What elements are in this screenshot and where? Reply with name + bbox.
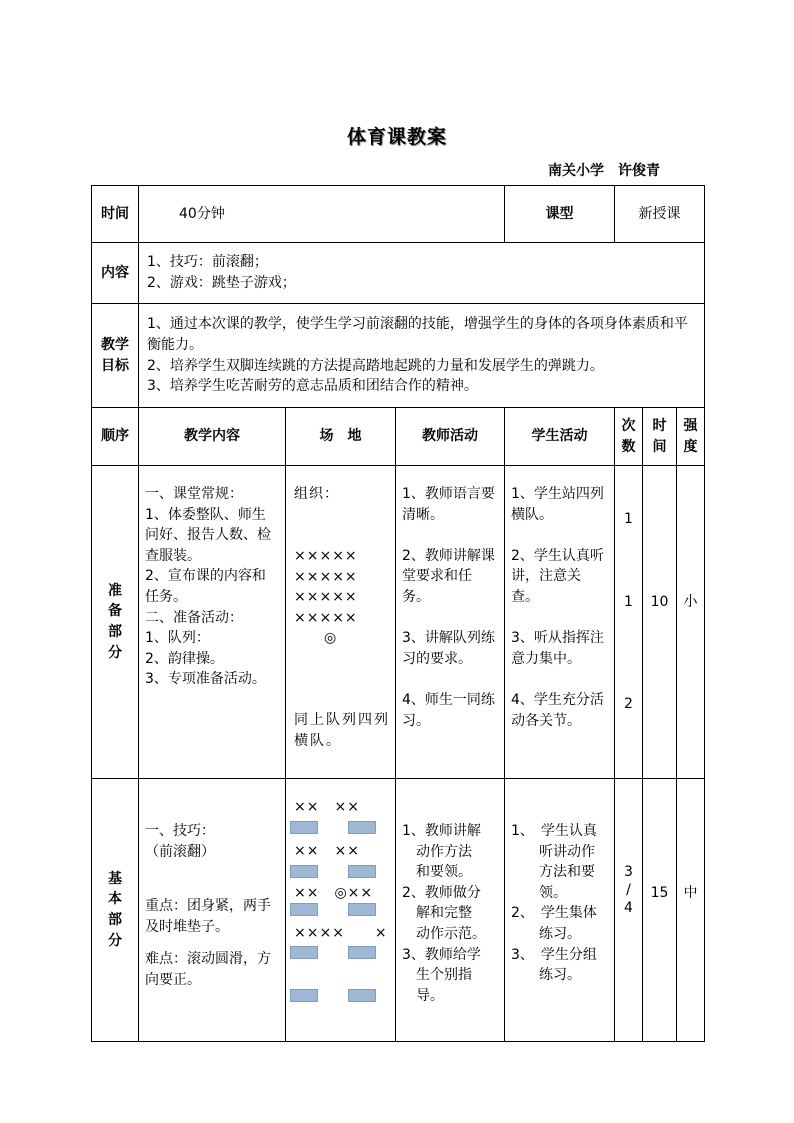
time-label: 时间 <box>92 186 139 243</box>
basic-intensity-cell <box>677 779 705 1042</box>
prep-intensity: 小 <box>683 594 698 610</box>
content-row <box>92 243 705 304</box>
basic-teacher-cell <box>396 779 505 1042</box>
prep-duration-cell <box>643 466 677 779</box>
column-header-row <box>92 408 705 466</box>
prep-student-cell <box>505 466 615 779</box>
mat-icon <box>290 989 318 1002</box>
prep-content: 一、课堂常规： 1、体委整队、师生问好、报告人数、检查服装。 2、宣布课的内容和任务。 二、准备活动： 1、队列： 2、韵律操。 3、专项准备活动。 <box>145 486 271 688</box>
basic-content-b: 重点：团身紧，两手及时堆垫子。 <box>145 898 271 935</box>
col-student: 学生活动 <box>505 408 615 466</box>
basic-times-cell <box>615 779 643 1042</box>
basic-intensity: 中 <box>683 885 698 901</box>
prep-label: 准 备 部 分 <box>92 466 139 779</box>
basic-content-cell <box>139 779 286 1042</box>
basic-duration-cell <box>643 779 677 1042</box>
mat-icon <box>348 865 376 878</box>
type-label: 课型 <box>505 186 615 243</box>
author-line <box>534 160 660 180</box>
time-row <box>92 186 705 243</box>
page-title: 体育课教案 <box>346 126 447 148</box>
prep-field-title: 组织： <box>294 486 339 502</box>
basic-student: 1、 学生认真 听讲动作 方法和要 领。 2、 学生集体 练习。 3、 学生分组 练习。 <box>511 823 597 984</box>
time-value: 40分钟 <box>139 186 505 243</box>
formation-row: ×× ×× <box>294 843 360 859</box>
formation-row: ××××× <box>294 589 358 605</box>
goal-label: 教学 目标 <box>92 304 139 408</box>
col-content: 教学内容 <box>139 408 286 466</box>
formation-row: ××××× <box>294 569 358 585</box>
col-order: 顺序 <box>92 408 139 466</box>
goal-lines: 1、通过本次课的教学，使学生学习前滚翻的技能，增强学生的身体的各项身体素质和平衡能力。 2、培养学生双脚连续跳的方法提高踏地起跳的力量和发展学生的弹跳力。 3、培养学生吃苦耐劳的意志品质和团结合作的精神。 <box>139 304 705 408</box>
col-teacher: 教师活动 <box>396 408 505 466</box>
prep-teacher: 1、教师语言要清晰。 2、教师讲解课堂要求和任务。 3、讲解队列练习的要求。 4、师生一同练习。 <box>402 486 495 729</box>
type-value: 新授课 <box>615 186 705 243</box>
prep-intensity-cell <box>677 466 705 779</box>
prep-section-row <box>92 466 705 779</box>
formation-row: ×××× × <box>294 925 388 941</box>
formation-row: ××××× <box>294 610 358 626</box>
lesson-plan-table <box>91 185 705 1042</box>
col-times: 次 数 <box>615 408 643 466</box>
mat-icon <box>290 865 318 878</box>
formation-row: ×× ◎×× <box>294 885 374 901</box>
teacher-position-icon: ◎ <box>324 630 338 646</box>
prep-times-cell <box>615 466 643 779</box>
mat-icon <box>290 946 318 959</box>
mat-icon <box>348 903 376 916</box>
school-name: 南关小学 <box>548 163 604 179</box>
prep-times-value: 1 <box>624 594 633 610</box>
content-label: 内容 <box>92 243 139 304</box>
teacher-name: 许俊青 <box>618 163 660 179</box>
prep-times-value: 2 <box>624 696 633 712</box>
basic-student-cell <box>505 779 615 1042</box>
prep-duration: 10 <box>650 594 669 610</box>
goal-row <box>92 304 705 408</box>
mat-icon <box>348 821 376 834</box>
prep-times-value: 1 <box>624 511 633 527</box>
prep-student: 1、学生站四列横队。 2、学生认真听讲，注意关查。 3、听从指挥注意力集中。 4、学生充分活动各关节。 <box>511 486 604 729</box>
col-duration: 时 间 <box>643 408 677 466</box>
mat-icon <box>290 903 318 916</box>
prep-field-cell <box>286 466 396 779</box>
content-lines: 1、技巧：前滚翻； 2、游戏：跳垫子游戏； <box>139 243 705 304</box>
basic-section-row <box>92 779 705 1042</box>
basic-content-a: 一、技巧： （前滚翻） <box>145 823 215 860</box>
basic-label: 基 本 部 分 <box>92 779 139 1042</box>
formation-row: ×× ×× <box>294 799 360 815</box>
basic-content-c: 难点：滚动圆滑，方向要正。 <box>145 951 271 988</box>
mat-icon <box>290 821 318 834</box>
basic-duration: 15 <box>650 885 669 901</box>
prep-teacher-cell <box>396 466 505 779</box>
mat-icon <box>348 989 376 1002</box>
prep-field-note: 同上队列四列横队。 <box>294 712 390 749</box>
col-field: 场 地 <box>286 408 396 466</box>
formation-row: ××××× <box>294 548 358 564</box>
basic-field-cell <box>286 779 396 1042</box>
basic-times: 3 / 4 <box>624 864 633 916</box>
basic-teacher: 1、教师讲解 动作方法 和要领。 2、教师做分 解和完整 动作示范。 3、教师给学 生个别指 导。 <box>402 823 486 1004</box>
col-intensity: 强 度 <box>677 408 705 466</box>
mat-icon <box>348 946 376 959</box>
prep-content-cell <box>139 466 286 779</box>
